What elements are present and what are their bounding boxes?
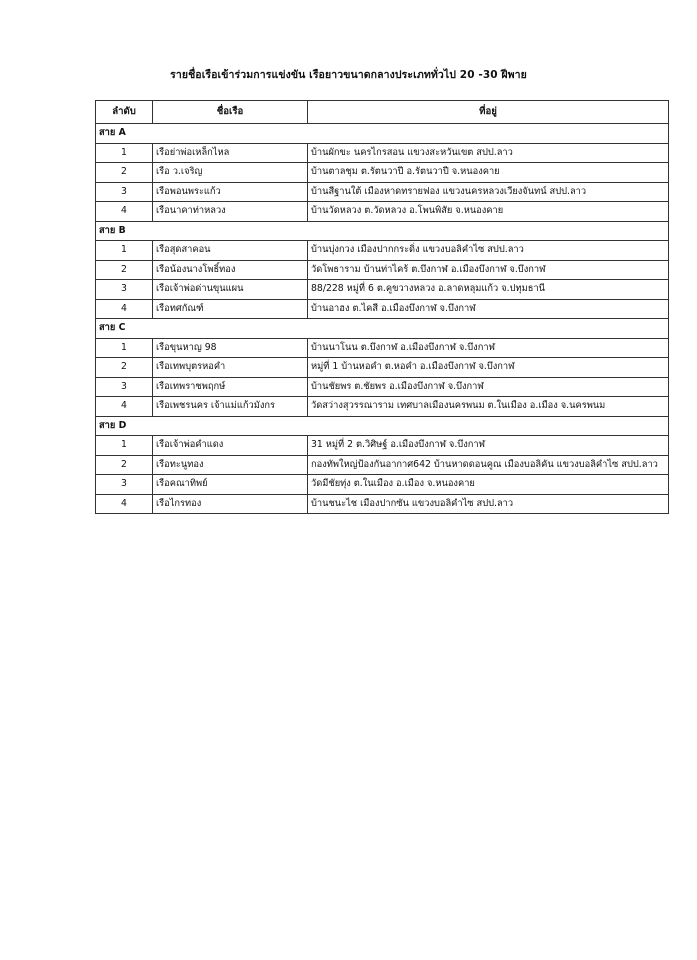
table-row: [96, 455, 669, 475]
boat-name-cell: เรือขุนหาญ 98: [153, 338, 308, 358]
address-cell: บ้านชัยพร ต.ชัยพร อ.เมืองบึงกาฬ จ.บึงกาฬ: [308, 377, 669, 397]
table-row: [96, 182, 669, 202]
order-cell: 2: [96, 358, 153, 378]
table-row: [96, 475, 669, 495]
order-cell: 1: [96, 436, 153, 456]
boat-name-cell: เรือย่าพ่อเหล็กไหล: [153, 143, 308, 163]
address-cell: 88/228 หมู่ที่ 6 ต.คูขวางหลวง อ.ลาดหลุมแก้ว จ.ปทุมธานี: [308, 280, 669, 300]
table-row: [96, 494, 669, 514]
table-row: [96, 143, 669, 163]
address-cell: บ้านวัดหลวง ต.วัดหลวง อ.โพนพิสัย จ.หนองคาย: [308, 202, 669, 222]
order-cell: 3: [96, 475, 153, 495]
address-cell: บ้านชนะไช เมืองปากซัน แขวงบอลิคำไซ สปป.ลาว: [308, 494, 669, 514]
table-row: [96, 338, 669, 358]
address-cell: วัดมีชัยทุ่ง ต.ในเมือง อ.เมือง จ.หนองคาย: [308, 475, 669, 495]
order-cell: 2: [96, 455, 153, 475]
table-row: [96, 163, 669, 183]
address-cell: 31 หมู่ที่ 2 ต.วิศิษฐ์ อ.เมืองบึงกาฬ จ.บึงกาฬ: [308, 436, 669, 456]
table-row: [96, 241, 669, 261]
table-header: [96, 101, 669, 124]
boat-name-cell: เรือเจ้าพ่อคำแดง: [153, 436, 308, 456]
order-cell: 3: [96, 182, 153, 202]
table-row: [96, 299, 669, 319]
header-order: ลำดับ: [96, 101, 153, 124]
address-cell: กองทัพใหญ่ป้องกันอากาศ642 บ้านหาดดอนคูณ เมืองบอลิคัน แขวงบอลิคำไซ สปป.ลาว: [308, 455, 669, 475]
address-cell: วัดสว่างสุวรรณาราม เทศบาลเมืองนครพนม ต.ในเมือง อ.เมือง จ.นครพนม: [308, 397, 669, 417]
group-label: สาย C: [96, 319, 669, 339]
order-cell: 4: [96, 397, 153, 417]
address-cell: บ้านบุ่งกวง เมืองปากกระดิ่ง แขวงบอลิคำไซ สปป.ลาว: [308, 241, 669, 261]
address-cell: วัดโพธาราม บ้านท่าไคร้ ต.บึงกาฬ อ.เมืองบึงกาฬ จ.บึงกาฬ: [308, 260, 669, 280]
boat-name-cell: เรือทะนูทอง: [153, 455, 308, 475]
group-row: [96, 416, 669, 436]
boat-name-cell: เรือเทพราชพฤกษ์: [153, 377, 308, 397]
order-cell: 1: [96, 143, 153, 163]
document-title: รายชื่อเรือเข้าร่วมการแข่งขัน เรือยาวขนาดกลางประเภททั่วไป 20 -30 ฝีพาย: [170, 69, 527, 81]
order-cell: 1: [96, 241, 153, 261]
order-cell: 4: [96, 494, 153, 514]
boat-name-cell: เรือเทพบุตรหอคำ: [153, 358, 308, 378]
boat-name-cell: เรือนาคาท่าหลวง: [153, 202, 308, 222]
table-row: [96, 358, 669, 378]
address-cell: บ้านตาลชุม ต.รัตนวาปี อ.รัตนวาปี จ.หนองคาย: [308, 163, 669, 183]
order-cell: 2: [96, 163, 153, 183]
boat-name-cell: เรือน้องนางโพธิ์ทอง: [153, 260, 308, 280]
address-cell: บ้านสีฐานใต้ เมืองหาดทรายฟอง แขวงนครหลวงเวียงจันทน์ สปป.ลาว: [308, 182, 669, 202]
group-row: [96, 124, 669, 144]
table-row: [96, 397, 669, 417]
boat-name-cell: เรือคณาทิพย์: [153, 475, 308, 495]
group-label: สาย B: [96, 221, 669, 241]
boat-registration-table: [95, 100, 669, 514]
table-row: [96, 377, 669, 397]
group-label: สาย A: [96, 124, 669, 144]
address-cell: หมู่ที่ 1 บ้านหอคำ ต.หอคำ อ.เมืองบึงกาฬ จ.บึงกาฬ: [308, 358, 669, 378]
boat-name-cell: เรือเพชรนคร เจ้าแม่แก้วมังกร: [153, 397, 308, 417]
header-address: ที่อยู่: [308, 101, 669, 124]
boat-name-cell: เรือ ว.เจริญ: [153, 163, 308, 183]
table-row: [96, 436, 669, 456]
table-row: [96, 280, 669, 300]
order-cell: 3: [96, 280, 153, 300]
header-row: [96, 101, 669, 124]
order-cell: 3: [96, 377, 153, 397]
group-row: [96, 319, 669, 339]
address-cell: บ้านผักขะ นครไกรสอน แขวงสะหวันเขต สปป.ลาว: [308, 143, 669, 163]
order-cell: 4: [96, 202, 153, 222]
boat-name-cell: เรือทศกัณฑ์: [153, 299, 308, 319]
address-cell: บ้านอาฮง ต.ไคสี อ.เมืองบึงกาฬ จ.บึงกาฬ: [308, 299, 669, 319]
table-row: [96, 260, 669, 280]
boat-name-cell: เรือสุดสาคอน: [153, 241, 308, 261]
address-cell: บ้านนาโนน ต.บึงกาฬ อ.เมืองบึงกาฬ จ.บึงกาฬ: [308, 338, 669, 358]
table-row: [96, 202, 669, 222]
order-cell: 4: [96, 299, 153, 319]
boat-name-cell: เรือไกรทอง: [153, 494, 308, 514]
group-row: [96, 221, 669, 241]
order-cell: 2: [96, 260, 153, 280]
header-boat-name: ชื่อเรือ: [153, 101, 308, 124]
boat-name-cell: เรือเจ้าพ่อด่านขุนแผน: [153, 280, 308, 300]
table-body: [96, 124, 669, 514]
order-cell: 1: [96, 338, 153, 358]
boat-name-cell: เรือพอนพระแก้ว: [153, 182, 308, 202]
group-label: สาย D: [96, 416, 669, 436]
